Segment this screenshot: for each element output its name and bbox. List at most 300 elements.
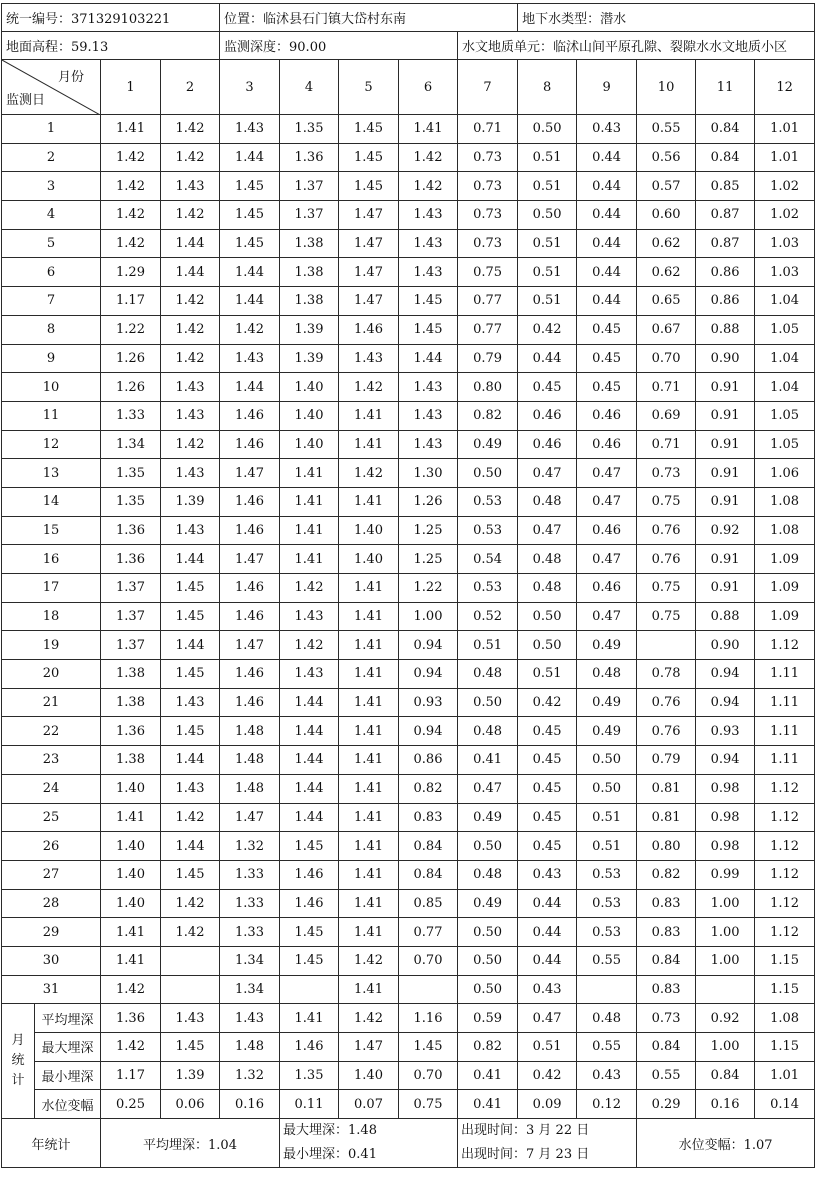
stat-value: 0.07 xyxy=(339,1090,399,1119)
depth-value: 1.26 xyxy=(101,344,161,373)
month-header: 11 xyxy=(696,60,755,115)
day-row xyxy=(2,258,815,287)
depth-value: 0.90 xyxy=(696,344,755,373)
depth-value: 0.75 xyxy=(637,487,696,516)
stat-value: 1.43 xyxy=(161,1004,220,1033)
depth-value: 1.40 xyxy=(339,545,399,574)
day-axis-label: 监测日 xyxy=(6,93,46,108)
day-number: 3 xyxy=(2,172,101,201)
day-number: 31 xyxy=(2,975,101,1004)
depth-value: 0.48 xyxy=(518,574,577,603)
depth-value: 0.82 xyxy=(458,401,518,430)
depth-value: 0.45 xyxy=(518,774,577,803)
groundwater-type: 地下水类型：潜水 xyxy=(518,4,815,32)
depth-value: 0.50 xyxy=(458,832,518,861)
depth-value: 1.44 xyxy=(161,746,220,775)
depth-value: 0.83 xyxy=(637,889,696,918)
monthly-stats-label xyxy=(2,1004,35,1119)
depth-value: 1.01 xyxy=(755,143,815,172)
depth-value: 1.42 xyxy=(339,459,399,488)
depth-value: 1.45 xyxy=(280,946,339,975)
monthly-stat-row xyxy=(2,1004,815,1033)
day-row xyxy=(2,516,815,545)
day-number: 7 xyxy=(2,287,101,316)
depth-value: 1.48 xyxy=(220,746,280,775)
depth-value: 1.40 xyxy=(101,774,161,803)
depth-value: 0.48 xyxy=(458,660,518,689)
stat-label: 水位变幅 xyxy=(35,1090,101,1119)
depth-value: 1.45 xyxy=(280,832,339,861)
depth-value: 1.41 xyxy=(280,545,339,574)
depth-value: 1.37 xyxy=(101,631,161,660)
depth-value: 1.43 xyxy=(399,201,458,230)
depth-value: 1.45 xyxy=(220,201,280,230)
depth-value: 0.92 xyxy=(696,516,755,545)
depth-value: 0.91 xyxy=(696,373,755,402)
depth-value: 1.47 xyxy=(220,459,280,488)
monthly-stats-char: 统 xyxy=(11,1053,25,1069)
station-id: 统一编号：371329103221 xyxy=(2,4,220,32)
depth-value: 1.43 xyxy=(220,115,280,144)
depth-value: 0.82 xyxy=(399,774,458,803)
day-number: 16 xyxy=(2,545,101,574)
depth-value: 1.42 xyxy=(161,344,220,373)
depth-value: 0.77 xyxy=(458,287,518,316)
stat-value: 1.00 xyxy=(696,1033,755,1062)
depth-value: 1.34 xyxy=(101,430,161,459)
depth-value: 0.60 xyxy=(637,201,696,230)
depth-value: 1.41 xyxy=(339,602,399,631)
monitoring-depth: 监测深度：90.00 xyxy=(220,32,458,60)
depth-value: 0.94 xyxy=(696,660,755,689)
depth-value: 0.46 xyxy=(577,574,637,603)
depth-value: 1.46 xyxy=(339,315,399,344)
depth-value: 1.41 xyxy=(339,975,399,1004)
depth-value: 0.86 xyxy=(696,287,755,316)
depth-value: 1.38 xyxy=(280,258,339,287)
depth-value: 1.05 xyxy=(755,430,815,459)
depth-value xyxy=(637,631,696,660)
day-row xyxy=(2,287,815,316)
day-number: 4 xyxy=(2,201,101,230)
stat-value: 0.16 xyxy=(696,1090,755,1119)
depth-value: 1.02 xyxy=(755,172,815,201)
depth-value: 0.84 xyxy=(696,143,755,172)
stat-value: 0.73 xyxy=(637,1004,696,1033)
month-header: 3 xyxy=(220,60,280,115)
depth-value: 0.47 xyxy=(577,487,637,516)
depth-value: 0.87 xyxy=(696,201,755,230)
depth-value: 1.41 xyxy=(101,115,161,144)
depth-value: 0.88 xyxy=(696,315,755,344)
depth-value: 0.76 xyxy=(637,688,696,717)
annual-max-time: 出现时间：3 月 22 日 xyxy=(461,1123,590,1139)
depth-value: 1.45 xyxy=(220,229,280,258)
depth-value: 0.81 xyxy=(637,803,696,832)
depth-value: 1.12 xyxy=(755,631,815,660)
depth-value: 1.47 xyxy=(220,803,280,832)
depth-value: 0.75 xyxy=(637,602,696,631)
depth-value: 1.41 xyxy=(339,430,399,459)
day-number: 14 xyxy=(2,487,101,516)
depth-value: 0.47 xyxy=(577,602,637,631)
stat-value: 1.46 xyxy=(280,1033,339,1062)
annual-min-depth: 最小埋深：0.41 xyxy=(283,1147,377,1163)
depth-value: 0.50 xyxy=(458,946,518,975)
annual-label: 年统计 xyxy=(2,1119,101,1168)
depth-value: 0.84 xyxy=(637,946,696,975)
depth-value: 1.37 xyxy=(101,574,161,603)
stat-label: 最大埋深 xyxy=(35,1033,101,1062)
day-row xyxy=(2,631,815,660)
depth-value: 1.44 xyxy=(220,373,280,402)
depth-value: 0.51 xyxy=(518,143,577,172)
day-row xyxy=(2,172,815,201)
depth-value: 0.45 xyxy=(518,803,577,832)
depth-value: 1.45 xyxy=(161,860,220,889)
day-number: 20 xyxy=(2,660,101,689)
monitoring-table xyxy=(1,3,815,1168)
stat-value: 0.55 xyxy=(577,1033,637,1062)
depth-value: 1.42 xyxy=(101,229,161,258)
month-header: 2 xyxy=(161,60,220,115)
depth-value: 0.91 xyxy=(696,401,755,430)
day-row xyxy=(2,430,815,459)
depth-value: 0.87 xyxy=(696,229,755,258)
depth-value: 0.67 xyxy=(637,315,696,344)
depth-value: 1.33 xyxy=(220,860,280,889)
day-number: 19 xyxy=(2,631,101,660)
depth-value: 0.80 xyxy=(637,832,696,861)
day-row xyxy=(2,143,815,172)
depth-value: 1.45 xyxy=(339,143,399,172)
depth-value: 0.84 xyxy=(696,115,755,144)
depth-value: 1.44 xyxy=(161,832,220,861)
depth-value: 0.46 xyxy=(577,401,637,430)
depth-value: 1.03 xyxy=(755,258,815,287)
annual-min-time: 出现时间：7 月 23 日 xyxy=(461,1147,590,1163)
depth-value: 0.79 xyxy=(458,344,518,373)
depth-value: 1.11 xyxy=(755,717,815,746)
day-row xyxy=(2,975,815,1004)
depth-value: 1.48 xyxy=(220,774,280,803)
day-row xyxy=(2,344,815,373)
depth-value: 0.50 xyxy=(518,631,577,660)
stat-value: 0.70 xyxy=(399,1061,458,1090)
corner-header-cell xyxy=(2,60,101,115)
depth-value: 0.47 xyxy=(458,774,518,803)
depth-value: 0.56 xyxy=(637,143,696,172)
stat-value: 0.92 xyxy=(696,1004,755,1033)
depth-value: 1.42 xyxy=(161,201,220,230)
depth-value: 1.41 xyxy=(339,832,399,861)
depth-value: 0.46 xyxy=(577,516,637,545)
depth-value: 0.49 xyxy=(458,803,518,832)
depth-value: 0.45 xyxy=(518,746,577,775)
depth-value: 1.09 xyxy=(755,602,815,631)
stat-value: 0.11 xyxy=(280,1090,339,1119)
depth-value: 1.43 xyxy=(161,172,220,201)
depth-value: 0.85 xyxy=(696,172,755,201)
annual-extreme-dates xyxy=(458,1119,637,1168)
day-row xyxy=(2,746,815,775)
depth-value: 1.43 xyxy=(399,401,458,430)
depth-value: 1.42 xyxy=(399,143,458,172)
depth-value: 1.44 xyxy=(161,258,220,287)
depth-value: 1.12 xyxy=(755,774,815,803)
depth-value: 1.08 xyxy=(755,516,815,545)
depth-value: 1.39 xyxy=(161,487,220,516)
depth-value: 1.44 xyxy=(161,631,220,660)
depth-value: 1.42 xyxy=(161,287,220,316)
depth-value: 1.12 xyxy=(755,832,815,861)
depth-value: 0.49 xyxy=(577,688,637,717)
depth-value: 1.38 xyxy=(101,688,161,717)
depth-value: 0.48 xyxy=(577,660,637,689)
depth-value: 1.36 xyxy=(101,717,161,746)
stat-value: 0.12 xyxy=(577,1090,637,1119)
monthly-stat-row xyxy=(2,1061,815,1090)
depth-value: 1.30 xyxy=(399,459,458,488)
depth-value: 1.45 xyxy=(399,315,458,344)
depth-value: 0.50 xyxy=(518,201,577,230)
depth-value: 1.22 xyxy=(101,315,161,344)
depth-value: 1.33 xyxy=(220,918,280,947)
depth-value: 0.44 xyxy=(577,287,637,316)
month-axis-label: 月份 xyxy=(57,70,84,85)
depth-value: 1.43 xyxy=(280,660,339,689)
depth-value: 1.12 xyxy=(755,860,815,889)
depth-value: 1.38 xyxy=(280,229,339,258)
depth-value: 1.44 xyxy=(220,143,280,172)
day-row xyxy=(2,688,815,717)
depth-value: 1.36 xyxy=(101,545,161,574)
depth-value: 0.44 xyxy=(577,229,637,258)
stat-label: 最小埋深 xyxy=(35,1061,101,1090)
monthly-stats-char: 计 xyxy=(11,1073,25,1089)
stat-value: 1.45 xyxy=(161,1033,220,1062)
stat-value: 0.29 xyxy=(637,1090,696,1119)
day-number: 5 xyxy=(2,229,101,258)
depth-value: 1.09 xyxy=(755,545,815,574)
depth-value xyxy=(161,946,220,975)
depth-value: 0.46 xyxy=(518,401,577,430)
stat-value: 1.01 xyxy=(755,1061,815,1090)
stat-label: 平均埋深 xyxy=(35,1004,101,1033)
depth-value: 1.44 xyxy=(399,344,458,373)
depth-value: 1.43 xyxy=(399,229,458,258)
day-number: 23 xyxy=(2,746,101,775)
depth-value: 1.22 xyxy=(399,574,458,603)
stat-value: 1.39 xyxy=(161,1061,220,1090)
stat-value: 1.43 xyxy=(220,1004,280,1033)
depth-value: 1.41 xyxy=(280,459,339,488)
depth-value: 0.46 xyxy=(518,430,577,459)
depth-value: 1.04 xyxy=(755,373,815,402)
stat-value: 0.84 xyxy=(696,1061,755,1090)
depth-value: 0.43 xyxy=(577,115,637,144)
stat-value: 0.48 xyxy=(577,1004,637,1033)
depth-value: 0.45 xyxy=(518,373,577,402)
depth-value: 1.44 xyxy=(161,545,220,574)
depth-value: 1.11 xyxy=(755,688,815,717)
depth-value: 0.86 xyxy=(399,746,458,775)
depth-value: 1.41 xyxy=(339,918,399,947)
depth-value: 0.91 xyxy=(696,487,755,516)
depth-value: 1.26 xyxy=(399,487,458,516)
depth-value: 0.51 xyxy=(518,287,577,316)
depth-value: 0.49 xyxy=(458,889,518,918)
day-number: 2 xyxy=(2,143,101,172)
depth-value: 1.43 xyxy=(280,602,339,631)
depth-value: 1.36 xyxy=(101,516,161,545)
depth-value: 0.98 xyxy=(696,774,755,803)
depth-value: 1.04 xyxy=(755,344,815,373)
depth-value: 1.33 xyxy=(101,401,161,430)
depth-value: 0.77 xyxy=(399,918,458,947)
day-number: 15 xyxy=(2,516,101,545)
depth-value: 1.41 xyxy=(101,918,161,947)
depth-value: 1.41 xyxy=(339,631,399,660)
depth-value: 1.40 xyxy=(101,860,161,889)
day-number: 24 xyxy=(2,774,101,803)
depth-value: 0.54 xyxy=(458,545,518,574)
depth-value: 1.41 xyxy=(101,946,161,975)
depth-value: 1.00 xyxy=(696,918,755,947)
depth-value: 0.85 xyxy=(399,889,458,918)
day-row xyxy=(2,315,815,344)
depth-value xyxy=(399,975,458,1004)
depth-value: 0.91 xyxy=(696,545,755,574)
day-row xyxy=(2,660,815,689)
depth-value: 0.55 xyxy=(637,115,696,144)
depth-value: 0.53 xyxy=(577,860,637,889)
depth-value: 0.45 xyxy=(518,832,577,861)
depth-value: 1.41 xyxy=(399,115,458,144)
depth-value: 1.35 xyxy=(280,115,339,144)
depth-value: 0.51 xyxy=(458,631,518,660)
depth-value xyxy=(161,975,220,1004)
depth-value: 1.46 xyxy=(280,860,339,889)
depth-value: 0.51 xyxy=(577,803,637,832)
stat-value: 0.84 xyxy=(637,1033,696,1062)
day-row xyxy=(2,803,815,832)
depth-value: 0.82 xyxy=(637,860,696,889)
day-row xyxy=(2,201,815,230)
depth-value: 1.08 xyxy=(755,487,815,516)
stat-value: 0.59 xyxy=(458,1004,518,1033)
depth-value: 1.43 xyxy=(399,430,458,459)
depth-value: 0.84 xyxy=(399,832,458,861)
depth-value: 1.47 xyxy=(339,287,399,316)
depth-value: 0.55 xyxy=(577,946,637,975)
depth-value: 0.50 xyxy=(518,115,577,144)
depth-value: 0.44 xyxy=(518,889,577,918)
depth-value: 1.06 xyxy=(755,459,815,488)
depth-value: 1.42 xyxy=(220,315,280,344)
depth-value: 1.45 xyxy=(161,717,220,746)
depth-value: 0.98 xyxy=(696,803,755,832)
month-header: 6 xyxy=(399,60,458,115)
depth-value: 1.42 xyxy=(101,143,161,172)
depth-value: 1.48 xyxy=(220,717,280,746)
day-number: 13 xyxy=(2,459,101,488)
depth-value: 1.40 xyxy=(101,832,161,861)
depth-value: 1.41 xyxy=(339,860,399,889)
depth-value: 0.57 xyxy=(637,172,696,201)
depth-value: 0.93 xyxy=(399,688,458,717)
depth-value: 1.46 xyxy=(220,487,280,516)
depth-value: 1.42 xyxy=(399,172,458,201)
day-row xyxy=(2,545,815,574)
depth-value: 1.44 xyxy=(280,803,339,832)
depth-value: 0.51 xyxy=(518,660,577,689)
depth-value: 1.44 xyxy=(220,258,280,287)
depth-value: 0.52 xyxy=(458,602,518,631)
day-number: 21 xyxy=(2,688,101,717)
depth-value: 0.53 xyxy=(577,889,637,918)
depth-value: 1.42 xyxy=(161,143,220,172)
depth-value: 0.76 xyxy=(637,717,696,746)
depth-value: 1.40 xyxy=(101,889,161,918)
depth-value: 0.73 xyxy=(458,172,518,201)
depth-value: 1.41 xyxy=(339,574,399,603)
month-header: 9 xyxy=(577,60,637,115)
depth-value: 0.44 xyxy=(518,344,577,373)
stat-value: 0.16 xyxy=(220,1090,280,1119)
depth-value: 1.46 xyxy=(220,602,280,631)
day-row xyxy=(2,373,815,402)
depth-value: 1.45 xyxy=(220,172,280,201)
depth-value: 0.51 xyxy=(518,172,577,201)
month-header: 7 xyxy=(458,60,518,115)
depth-value: 0.53 xyxy=(577,918,637,947)
depth-value: 0.62 xyxy=(637,258,696,287)
day-number: 18 xyxy=(2,602,101,631)
depth-value: 1.36 xyxy=(280,143,339,172)
depth-value: 0.51 xyxy=(518,258,577,287)
depth-value: 0.44 xyxy=(518,918,577,947)
day-number: 17 xyxy=(2,574,101,603)
depth-value: 0.45 xyxy=(518,717,577,746)
depth-value: 1.41 xyxy=(339,803,399,832)
depth-value: 1.05 xyxy=(755,315,815,344)
depth-value: 1.45 xyxy=(339,172,399,201)
depth-value: 0.50 xyxy=(458,688,518,717)
depth-value: 1.47 xyxy=(220,545,280,574)
depth-value: 1.39 xyxy=(280,315,339,344)
depth-value: 1.00 xyxy=(696,946,755,975)
day-row xyxy=(2,459,815,488)
depth-value: 1.37 xyxy=(280,201,339,230)
depth-value: 0.70 xyxy=(637,344,696,373)
depth-value: 1.46 xyxy=(220,401,280,430)
depth-value: 1.37 xyxy=(101,602,161,631)
depth-value xyxy=(577,975,637,1004)
depth-value: 1.42 xyxy=(101,201,161,230)
depth-value: 1.41 xyxy=(280,516,339,545)
depth-value: 0.41 xyxy=(458,746,518,775)
annual-stats-row xyxy=(2,1119,815,1168)
depth-value: 0.48 xyxy=(458,860,518,889)
day-number: 12 xyxy=(2,430,101,459)
depth-value: 1.12 xyxy=(755,889,815,918)
depth-value: 1.04 xyxy=(755,287,815,316)
station-location: 位置：临沭县石门镇大岱村东南 xyxy=(220,4,518,32)
stat-value: 1.47 xyxy=(339,1033,399,1062)
depth-value: 0.99 xyxy=(696,860,755,889)
stat-value: 0.42 xyxy=(518,1061,577,1090)
